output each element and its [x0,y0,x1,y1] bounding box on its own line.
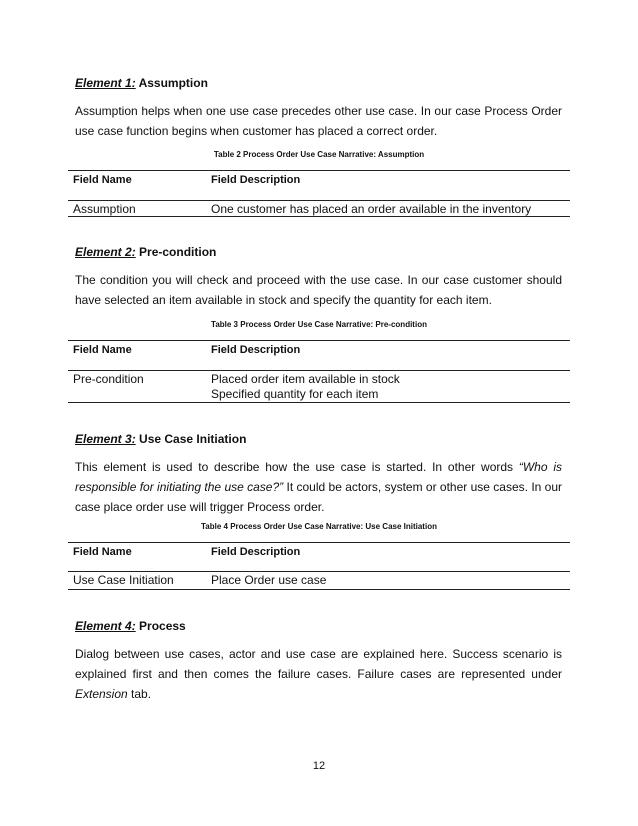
table-header-field-name: Field Name [73,546,132,558]
section-paragraph: The condition you will check and proceed with the use case. In our case customer should have selected an item available in stock and specify the quantity for each item. [75,273,562,307]
section-paragraph [75,644,562,704]
table-header-field-name: Field Name [73,344,132,356]
section-heading-initiation [75,432,246,446]
table-top-rule [68,340,570,341]
section-label: Element 3: [75,432,136,446]
table-header-field-description: Field Description [211,174,301,186]
table-caption: Table 2 Process Order Use Case Narrative: Assumption [213,150,425,159]
section-title: Assumption [138,76,208,90]
table-cell-name: Pre-condition [73,372,144,386]
page-number: 12 [312,760,326,772]
table-header-field-name: Field Name [73,174,132,186]
table-header-field-description: Field Description [211,344,301,356]
table-header-field-description: Field Description [211,546,301,558]
section-title: Pre-condition [139,245,217,259]
section-label: Element 2: [75,245,136,259]
table-caption: Table 4 Process Order Use Case Narrative: Use Case Initiation [201,522,437,531]
paragraph-text: It could be actors, system or other use cases. In our case place order use will trigger Process order. [75,480,563,514]
table-bottom-rule [68,402,570,403]
table-cell-description: One customer has placed an order available in the inventory [211,202,532,216]
section-heading-precondition [75,245,216,259]
paragraph-italic-text: Extension [75,687,128,701]
table-cell-description-line-1: Placed order item available in stock [211,372,400,386]
section-paragraph: Assumption helps when one use case precedes other use case. In our case Process Order use case function begins when customer has placed a correct order. [75,104,562,138]
paragraph-text: This element is used to describe how the use case is started. In other words [75,460,519,474]
paragraph-italic-text: “Who is responsible for initiating the use case?” [75,460,562,494]
table-caption: Table 3 Process Order Use Case Narrative: Pre-condition [211,320,427,329]
table-bottom-rule [68,589,570,590]
paragraph-text: tab. [127,687,152,701]
table-cell-name: Use Case Initiation [73,573,174,587]
table-top-rule [68,542,570,543]
section-title: Process [139,619,186,633]
table-cell-description: Place Order use case [211,573,327,587]
table-cell-name: Assumption [73,202,136,216]
section-heading-assumption [75,76,208,90]
section-label: Element 4: [75,619,136,633]
section-paragraph [75,457,562,517]
paragraph-text: Dialog between use cases, actor and use case are explained here. Success scenario is explained first and then comes the failure cases. Failure cases are represented under [75,647,562,681]
section-label: Element 1: [75,76,136,90]
table-cell-description-line-2: Specified quantity for each item [211,387,379,401]
section-title: Use Case Initiation [139,432,247,446]
table-top-rule [68,170,570,171]
table-bottom-rule [68,216,570,217]
section-heading-process [75,619,186,633]
